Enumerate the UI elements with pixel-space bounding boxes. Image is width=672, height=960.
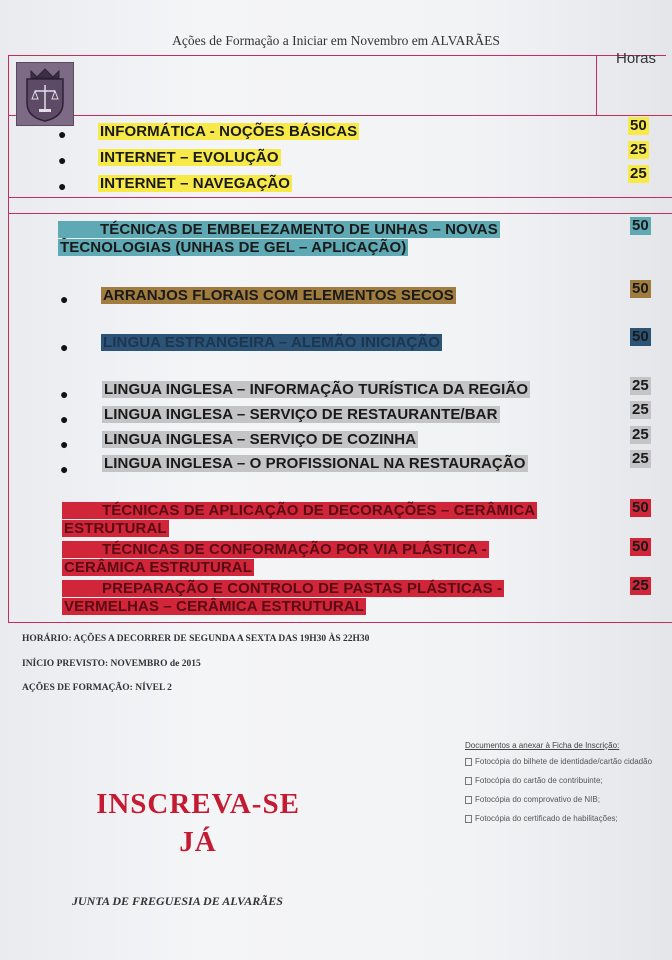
course-item [62, 541, 592, 577]
course-title-line-1: TÉCNICAS DE EMBELEZAMENTO DE UNHAS – NOVAS [58, 221, 500, 238]
course-title-line-2: CERÂMICA ESTRUTURAL [64, 559, 253, 576]
cta-line-1: INSCREVA-SE [96, 788, 300, 820]
checkbox-icon [465, 796, 472, 804]
course-title: INFORMÁTICA - NOÇÕES BÁSICAS [100, 123, 358, 140]
course-title: LINGUA INGLESA – SERVIÇO DE RESTAURANTE/BAR [104, 406, 498, 423]
frame-line-2 [8, 197, 672, 198]
course-title-line-1: TÉCNICAS DE CONFORMAÇÃO POR VIA PLÁSTICA - [62, 541, 489, 558]
checkbox-icon [465, 777, 472, 785]
course-title-line-2: TECNOLOGIAS (UNHAS DE GEL – APLICAÇÃO) [60, 239, 407, 256]
course-title-line-2: VERMELHAS – CERÂMICA ESTRUTURAL [64, 598, 365, 615]
course-hours: 25 [632, 577, 649, 594]
bullet: ● [58, 178, 67, 194]
course-hours: 25 [632, 377, 649, 394]
frame-top [8, 55, 666, 56]
documents-title: Documentos a anexar à Ficha de Inscrição: [465, 741, 620, 750]
course-item [62, 502, 592, 538]
document-item: Fotocópia do certificado de habilitações; [465, 814, 618, 823]
course-hours: 50 [632, 328, 649, 345]
bullet: ● [58, 126, 67, 142]
course-item [102, 406, 500, 424]
course-title: LINGUA INGLESA – O PROFISSIONAL NA RESTAURAÇÃO [104, 455, 526, 472]
document-title: Ações de Formação a Iniciar em Novembro em ALVARÃES [172, 33, 500, 48]
course-hours: 25 [632, 401, 649, 418]
course-title: ARRANJOS FLORAIS COM ELEMENTOS SECOS [103, 287, 454, 304]
document-item: Fotocópia do cartão de contribuinte; [465, 776, 603, 785]
frame-bottom [8, 622, 672, 623]
organization-footer: JUNTA DE FREGUESIA DE ALVARÃES [72, 894, 283, 908]
start-info: INÍCIO PREVISTO: NOVEMBRO de 2015 [22, 659, 201, 669]
course-hours: 50 [632, 217, 649, 234]
course-item [98, 175, 292, 193]
level-info: AÇÕES DE FORMAÇÃO: NÍVEL 2 [22, 683, 172, 693]
course-item [62, 580, 592, 616]
course-title-line-2: ESTRUTURAL [64, 520, 167, 537]
course-item [102, 455, 528, 473]
frame-line-3 [8, 213, 672, 214]
course-item [101, 287, 456, 305]
course-hours: 50 [632, 280, 649, 297]
bullet: ● [60, 461, 69, 477]
course-hours: 50 [632, 538, 649, 555]
course-item [98, 123, 359, 141]
bullet: ● [60, 436, 69, 452]
frame-line-1 [8, 115, 672, 116]
course-title-line-1: PREPARAÇÃO E CONTROLO DE PASTAS PLÁSTICAS - [62, 580, 504, 597]
course-item [102, 381, 530, 399]
document-item: Fotocópia do bilhete de identidade/cartão cidadão [465, 757, 652, 766]
course-title: INTERNET – EVOLUÇÃO [100, 149, 279, 166]
bullet: ● [60, 339, 69, 355]
course-hours: 25 [632, 450, 649, 467]
course-item [101, 334, 442, 352]
crest-logo [16, 62, 74, 126]
course-title: LINGUA INGLESA – INFORMAÇÃO TURÍSTICA DA REGIÃO [104, 381, 529, 398]
frame-divider-v [596, 55, 597, 115]
schedule-info: HORÁRIO: AÇÕES A DECORRER DE SEGUNDA A SEXTA DAS 19H30 ÀS 22H30 [22, 634, 370, 644]
cta-line-2: JÁ [179, 826, 217, 858]
course-hours: 50 [630, 117, 647, 134]
course-hours: 25 [632, 426, 649, 443]
course-item [102, 431, 418, 449]
course-hours: 25 [630, 141, 647, 158]
course-title-line-1: TÉCNICAS DE APLICAÇÃO DE DECORAÇÕES – CERÂMICA [62, 502, 537, 519]
frame-left [8, 55, 9, 623]
course-title: INTERNET – NAVEGAÇÃO [100, 175, 291, 192]
bullet: ● [60, 411, 69, 427]
hours-column-header: Horas [616, 50, 657, 67]
course-item [98, 149, 281, 167]
bullet: ● [60, 291, 69, 307]
checkbox-icon [465, 758, 472, 766]
document-item: Fotocópia do comprovativo de NIB; [465, 795, 600, 804]
course-title: LINGUA INGLESA – SERVIÇO DE COZINHA [104, 431, 417, 448]
course-hours: 25 [630, 165, 647, 182]
course-title: LINGUA ESTRANGEIRA – ALEMÃO INICIAÇÃO [103, 334, 441, 351]
course-item [58, 221, 578, 257]
bullet: ● [58, 152, 67, 168]
checkbox-icon [465, 815, 472, 823]
bullet: ● [60, 386, 69, 402]
course-hours: 50 [632, 499, 649, 516]
